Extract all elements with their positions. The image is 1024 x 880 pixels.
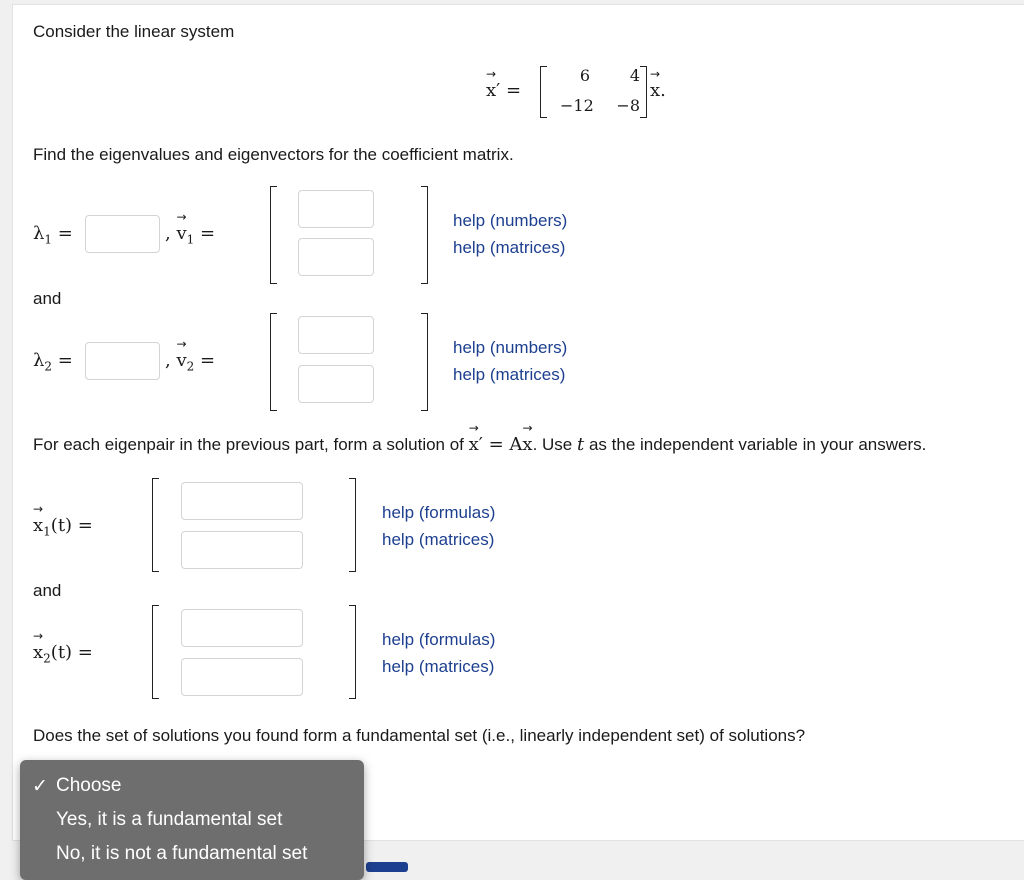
x2-input-bottom[interactable] xyxy=(181,658,303,696)
v2-left-bracket xyxy=(270,313,277,411)
checkmark-icon: ✓ xyxy=(32,776,48,797)
coef-matrix-right-bracket xyxy=(640,66,647,118)
lambda1-label: $\lambda_1$ = xyxy=(33,223,73,247)
dropdown-option-yes[interactable]: Yes, it is a fundamental set xyxy=(56,809,283,830)
lambda2-input[interactable] xyxy=(85,342,160,380)
v2-input-top[interactable] xyxy=(298,316,374,354)
coef-a21: −12 xyxy=(560,96,594,115)
v1-left-bracket xyxy=(270,186,277,284)
help-matrices-link-2[interactable]: help (matrices) xyxy=(453,365,566,384)
x2-label: → $x_2(t)$ = xyxy=(33,642,93,666)
v2-input-bottom[interactable] xyxy=(298,365,374,403)
help-numbers-link-1[interactable]: help (numbers) xyxy=(453,211,568,230)
help-formulas-link-1[interactable]: help (formulas) xyxy=(382,503,496,522)
help-matrices-link-3[interactable]: help (matrices) xyxy=(382,530,495,549)
fundamental-set-dropdown[interactable] xyxy=(20,760,364,880)
lambda1-input[interactable] xyxy=(85,215,160,253)
x1-label: → $x_1(t)$ = xyxy=(33,515,93,539)
coef-a12: 4 xyxy=(629,66,640,85)
v2-right-bracket xyxy=(421,313,428,411)
help-formulas-link-2[interactable]: help (formulas) xyxy=(382,630,496,649)
coef-a22: −8 xyxy=(616,96,640,115)
submit-button[interactable] xyxy=(366,862,408,872)
v2-label: , → $v_2$ = xyxy=(165,350,215,374)
v1-input-bottom[interactable] xyxy=(298,238,374,276)
dropdown-option-no[interactable]: No, it is not a fundamental set xyxy=(56,843,308,864)
fundamental-set-question: Does the set of solutions you found form a fundamental set (i.e., linearly independent set) of solutions? xyxy=(33,726,806,745)
x1-right-bracket xyxy=(349,478,356,572)
intro-text: Consider the linear system xyxy=(33,22,235,41)
x2-input-top[interactable] xyxy=(181,609,303,647)
x2-right-bracket xyxy=(349,605,356,699)
x2-left-bracket xyxy=(152,605,159,699)
find-eigen-text: Find the eigenvalues and eigenvectors for the coefficient matrix. xyxy=(33,145,514,164)
v1-right-bracket xyxy=(421,186,428,284)
dropdown-option-choose[interactable]: ✓ Choose xyxy=(32,775,122,797)
x1-left-bracket xyxy=(152,478,159,572)
problem-card xyxy=(12,4,1024,841)
x1-input-bottom[interactable] xyxy=(181,531,303,569)
solution-instruction: For each eigenpair in the previous part, form a solution of → x′ = A→ x. Use t as the independent variable in your answers. xyxy=(33,434,926,455)
coef-matrix-left-bracket xyxy=(540,66,547,118)
v1-label: , → $v_1$ = xyxy=(165,223,215,247)
help-matrices-link-4[interactable]: help (matrices) xyxy=(382,657,495,676)
and-label-2: and xyxy=(33,581,62,600)
x1-input-top[interactable] xyxy=(181,482,303,520)
help-matrices-link-1[interactable]: help (matrices) xyxy=(453,238,566,257)
lambda2-label: $\lambda_2$ = xyxy=(33,350,73,374)
system-rhs: → x. xyxy=(650,80,666,101)
coef-a11: 6 xyxy=(579,66,590,85)
system-lhs: → x′ = xyxy=(486,80,521,101)
and-label-1: and xyxy=(33,289,62,308)
help-numbers-link-2[interactable]: help (numbers) xyxy=(453,338,568,357)
v1-input-top[interactable] xyxy=(298,190,374,228)
